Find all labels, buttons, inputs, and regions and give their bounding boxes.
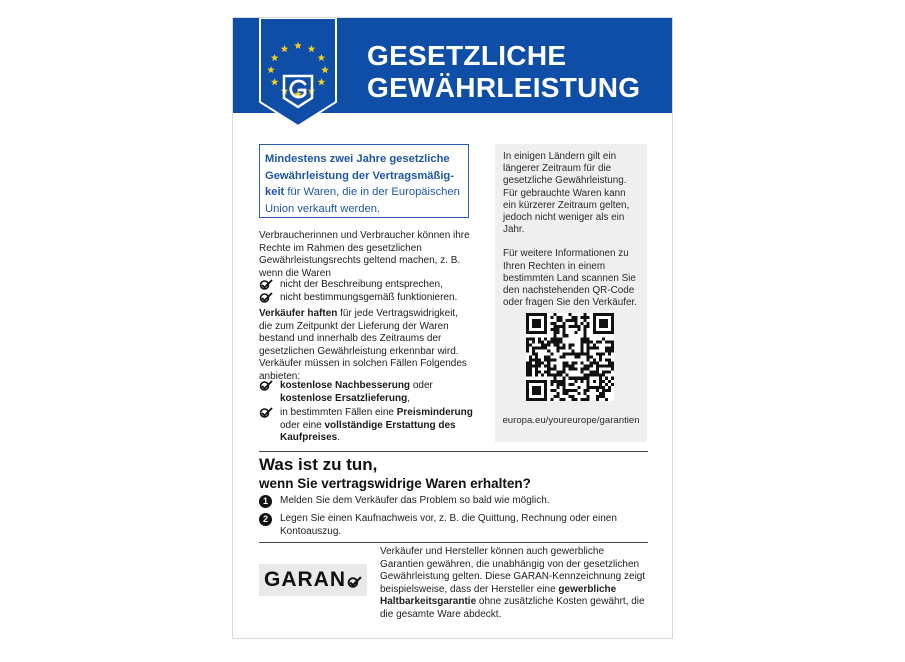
remedy-bold: kostenlose Ersatzlieferung xyxy=(280,392,408,404)
warranty-highlight-box xyxy=(259,144,469,218)
intro-paragraph: Verbraucherinnen und Verbraucher können ihre Rechte im Rahmen des gesetzlichen Gewährleistungsrechts geltend machen, z. B. wenn die Waren xyxy=(259,230,470,279)
highlight-rest: für Waren, die in der Europäischen Union verkauft werden. xyxy=(265,186,460,215)
step-text: Melden Sie dem Verkäufer das Problem so bald wie möglich. xyxy=(280,495,550,506)
divider xyxy=(259,542,648,543)
list-item xyxy=(259,407,474,445)
guarantee-plain: ohne zusätzliche Kosten gewährt, die die gesamte Ware abdeckt. xyxy=(380,596,645,620)
remedy-plain: oder xyxy=(410,380,433,391)
list-item xyxy=(259,292,474,305)
remedy-plain: in bestimmten Fällen eine xyxy=(280,407,397,418)
list-item xyxy=(259,380,474,405)
remedy-plain: . xyxy=(337,432,341,443)
conditions-list xyxy=(259,279,474,304)
title-line-2: GEWÄHRLEISTUNG xyxy=(367,72,641,103)
info-link[interactable]: europa.eu/youreurope/garantien xyxy=(502,415,640,426)
checkmark-icon xyxy=(259,407,273,419)
guarantee-bold: gewerbliche Haltbarkeitsgarantie xyxy=(380,583,617,607)
remedy-text xyxy=(280,380,474,405)
garan-logo xyxy=(259,564,367,596)
garan-logo-text: GARAN xyxy=(264,568,346,591)
remedy-plain: oder eine xyxy=(280,419,325,431)
condition-text: nicht bestimmungsgemäß funktionieren. xyxy=(280,291,458,303)
step-text: Legen Sie einen Kaufnachweis vor, z. B. die Quittung, Rechnung oder einen Kontoauszug. xyxy=(280,513,617,537)
step-item xyxy=(259,495,648,508)
section-title-line-2: wenn Sie vertragswidrige Waren erhalten? xyxy=(259,476,531,491)
garan-checkmark-icon xyxy=(347,576,362,589)
seller-liability-paragraph xyxy=(259,308,474,383)
list-item xyxy=(259,279,474,292)
eu-shield-g-icon xyxy=(259,18,337,126)
page-title xyxy=(367,40,640,104)
title-line-1: GESETZLICHE xyxy=(367,40,567,71)
remedy-bold: kostenlose Nachbesserung xyxy=(280,380,411,391)
checkmark-icon xyxy=(259,279,273,291)
remedy-text xyxy=(280,407,474,445)
condition-text: nicht der Beschreibung entsprechen, xyxy=(280,279,443,290)
step-number: 2 xyxy=(259,513,272,526)
step-item xyxy=(259,513,648,538)
info-sidebar xyxy=(495,144,647,442)
section-title xyxy=(259,455,531,493)
step-number: 1 xyxy=(259,495,272,508)
section-title-line-1: Was ist zu tun, xyxy=(259,455,378,474)
sidebar-paragraph-2: Für weitere Informationen zu Ihren Rechten in einem bestimmten Land scannen Sie den nachstehenden QR-Code oder fragen Sie den Verkäufer. xyxy=(503,248,637,309)
highlight-bold: Mindestens zwei Jahre gesetzliche Gewährleistung der Vertragsmäßigkeit xyxy=(265,153,455,198)
sidebar-paragraph-1: In einigen Ländern gilt ein längerer Zeitraum für die gesetzliche Gewährleistung. Für gebrauchte Waren kann ein kürzerer Zeitraum gelten, jedoch nicht weniger als ein Jahr. xyxy=(503,151,630,236)
checkmark-icon xyxy=(259,380,273,392)
commercial-guarantee-text xyxy=(380,546,648,621)
guarantee-notice-sheet xyxy=(232,17,673,639)
guarantee-plain: Verkäufer und Hersteller können auch gewerbliche Garantien gewähren, die unabhängig von der gesetzlichen Gewährleistung gelten. Diese GARAN-Kennzeichnung zeigt beispielsweise, dass der Hersteller eine xyxy=(380,546,646,595)
divider xyxy=(259,451,648,452)
qr-code-icon[interactable] xyxy=(526,313,614,401)
remedies-list xyxy=(259,380,474,447)
checkmark-icon xyxy=(259,292,273,304)
remedy-plain: , xyxy=(407,392,411,404)
remedy-bold: vollständige Erstattung des Kaufpreises xyxy=(280,419,456,443)
seller-bold: Verkäufer haften xyxy=(259,308,338,319)
seller-text: für jede Vertragswidrigkeit, die zum Zeitpunkt der Lieferung der Waren bestand und innerhalb des Zeitraums der gesetzlichen Gewährleistung erkennbar wird. Verkäufer müssen in solchen Fällen Folgendes anbieten: xyxy=(259,308,467,382)
remedy-bold: Preisminderung xyxy=(396,407,473,418)
